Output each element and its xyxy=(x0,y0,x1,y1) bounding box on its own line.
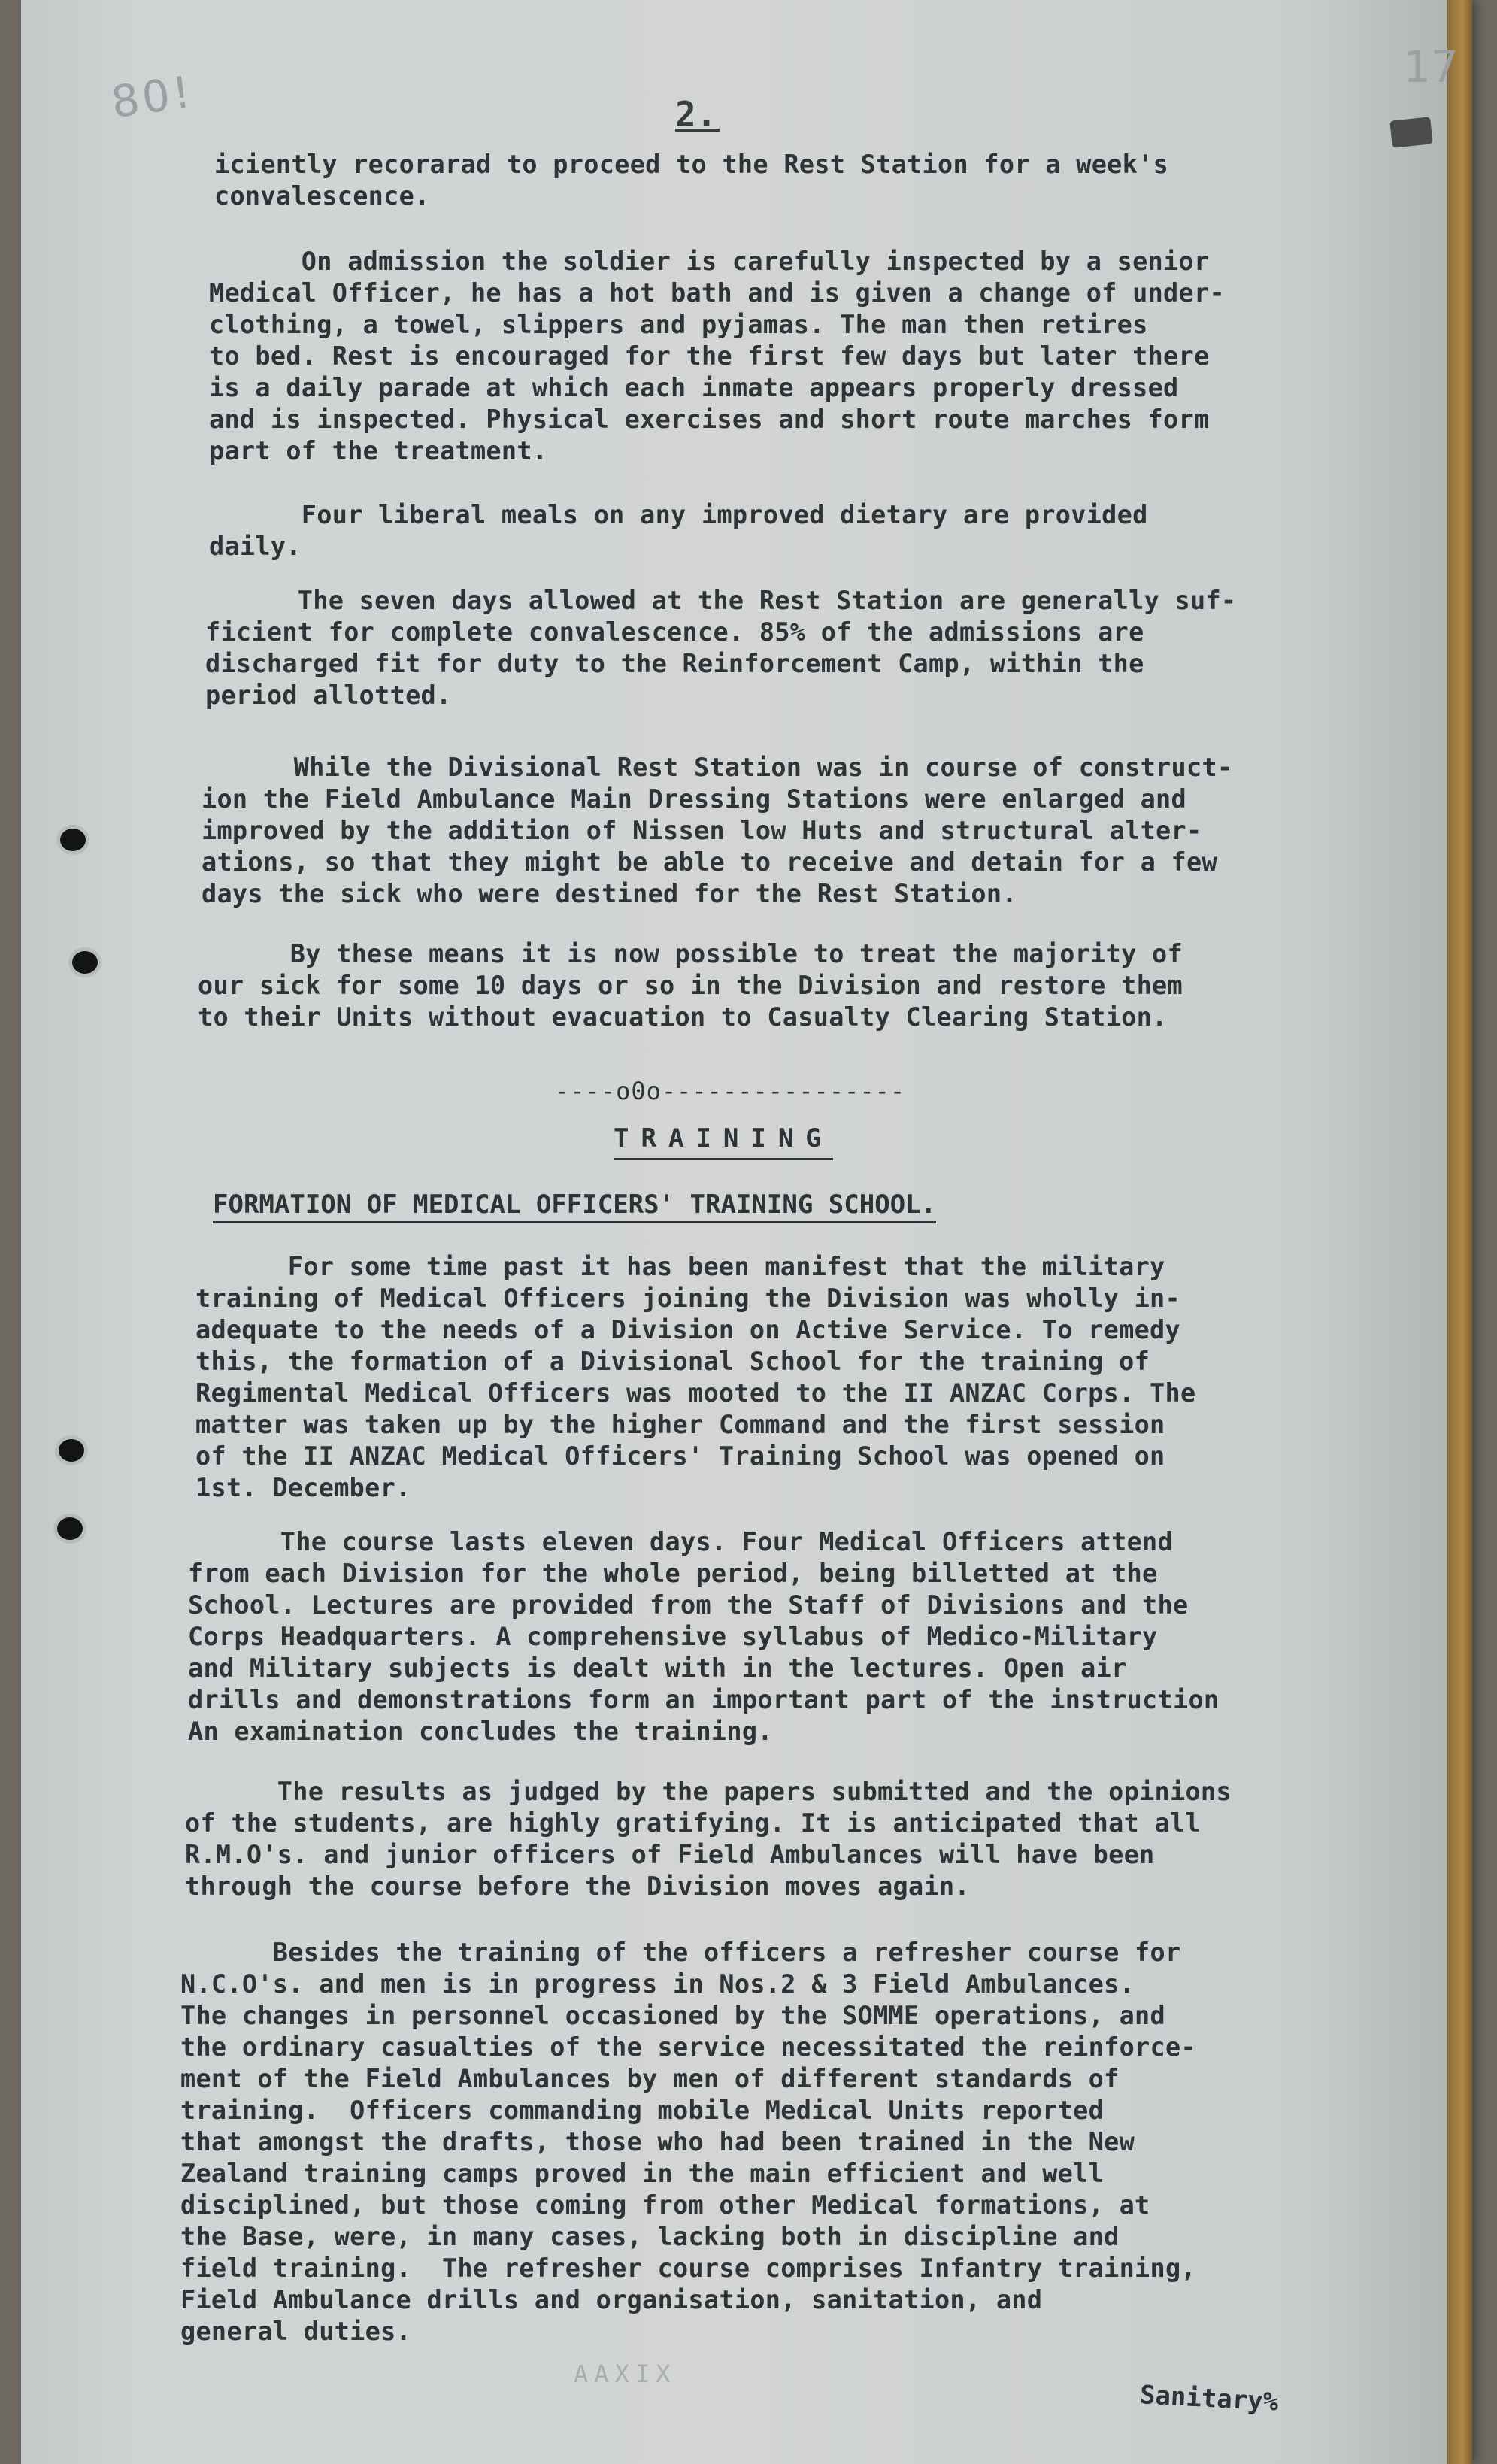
paragraph-meals: Four liberal meals on any improved dietary are provided daily. xyxy=(209,500,1148,561)
folder-edge xyxy=(1447,0,1472,2464)
subheading: FORMATION OF MEDICAL OFFICERS' TRAINING SCHOOL. xyxy=(213,1190,936,1223)
faded-stamp: AAXIX xyxy=(574,2359,677,2388)
document-page xyxy=(21,0,1472,2464)
paragraph-admission: On admission the soldier is carefully inspected by a senior Medical Officer, he has a hot bath and is given a change of under- clothing, a towel, slippers and pyjamas. The man then retires to bed. Rest is encouraged for the first few days but later there is a daily parade at which each inmate appears properly dressed and is inspected. Physical exercises and short route marches form part of the treatment. xyxy=(209,247,1225,465)
punch-hole xyxy=(57,1517,83,1540)
paragraph-results: The results as judged by the papers submitted and the opinions of the students, are highly gratifying. It is anticipated that all R.M.O's. and junior officers of Field Ambulances will have been through the course before the Division moves again. xyxy=(185,1777,1232,1901)
paragraph-course: The course lasts eleven days. Four Medical Officers attend from each Division for the whole period, being billetted at the School. Lectures are provided from the Staff of Divisions and the Corps Headquarters. A comprehensive syllabus of Medico-Military and Military subjects is dealt with in the lectures. Open air drills and demonstrations form an important part of the instruction An examination concludes the training. xyxy=(188,1527,1220,1746)
paragraph-formation: For some time past it has been manifest that the military training of Medical Officers joining the Division was wholly in- adequate to the needs of a Division on Active Service. To remedy this, the formation of a Divisional School for the training of Regimental Medical Officers was mooted to the II ANZAC Corps. The matter was taken up by the higher Command and the first session of the II ANZAC Medical Officers' Training School was opened on 1st. December. xyxy=(195,1252,1196,1502)
folio-annotation-right: 17 xyxy=(1403,41,1459,92)
section-separator: ----o0o---------------- xyxy=(555,1077,906,1105)
page-number: 2. xyxy=(675,94,717,135)
section-heading: TRAINING xyxy=(614,1123,833,1160)
punch-hole xyxy=(59,1439,84,1462)
paragraph-construction: While the Divisional Rest Station was in course of construct- ion the Field Ambulance Main Dressing Stations were enlarged and improved by the addition of Nissen low Huts and structural alter- ations, so that they might be able to receive and detain for a few days the sick who were destined for the Rest Station. xyxy=(202,753,1233,908)
paragraph-seven-days: The seven days allowed at the Rest Station are generally suf- ficient for complete convalescence. 85% of the admissions are discharged fit for duty to the Reinforcement Camp, within the period allotted. xyxy=(205,586,1237,710)
paper-clip xyxy=(1389,117,1432,147)
punch-hole xyxy=(72,951,98,974)
paragraph-means: By these means it is now possible to treat the majority of our sick for some 10 days or so in the Division and restore them to their Units without evacuation to Casualty Clearing Station. xyxy=(198,939,1183,1032)
paragraph-continuation: iciently recorarad to proceed to the Rest Station for a week's convalescence. xyxy=(214,150,1169,211)
punch-hole xyxy=(60,829,86,851)
catchword: Sanitary% xyxy=(1139,2380,1280,2417)
paragraph-refresher: Besides the training of the officers a refresher course for N.C.O's. and men is in progress in Nos.2 & 3 Field Ambulances. The changes in personnel occasioned by the SOMME operations, and the ordinary casualties of the service necessitated the reinforce- ment of the Field Ambulances by men of different standards of training. Officers commanding mobile Medical Units reported that amongst the drafts, those who had been trained in the New Zealand training camps proved in the main efficient and well disciplined, but those coming from other Medical formations, at the Base, were, in many cases, lacking both in discipline and field training. The refresher course comprises Infantry training, Field Ambulance drills and organisation, sanitation, and general duties. xyxy=(180,1938,1196,2346)
folio-annotation-left: 80! xyxy=(108,65,197,129)
